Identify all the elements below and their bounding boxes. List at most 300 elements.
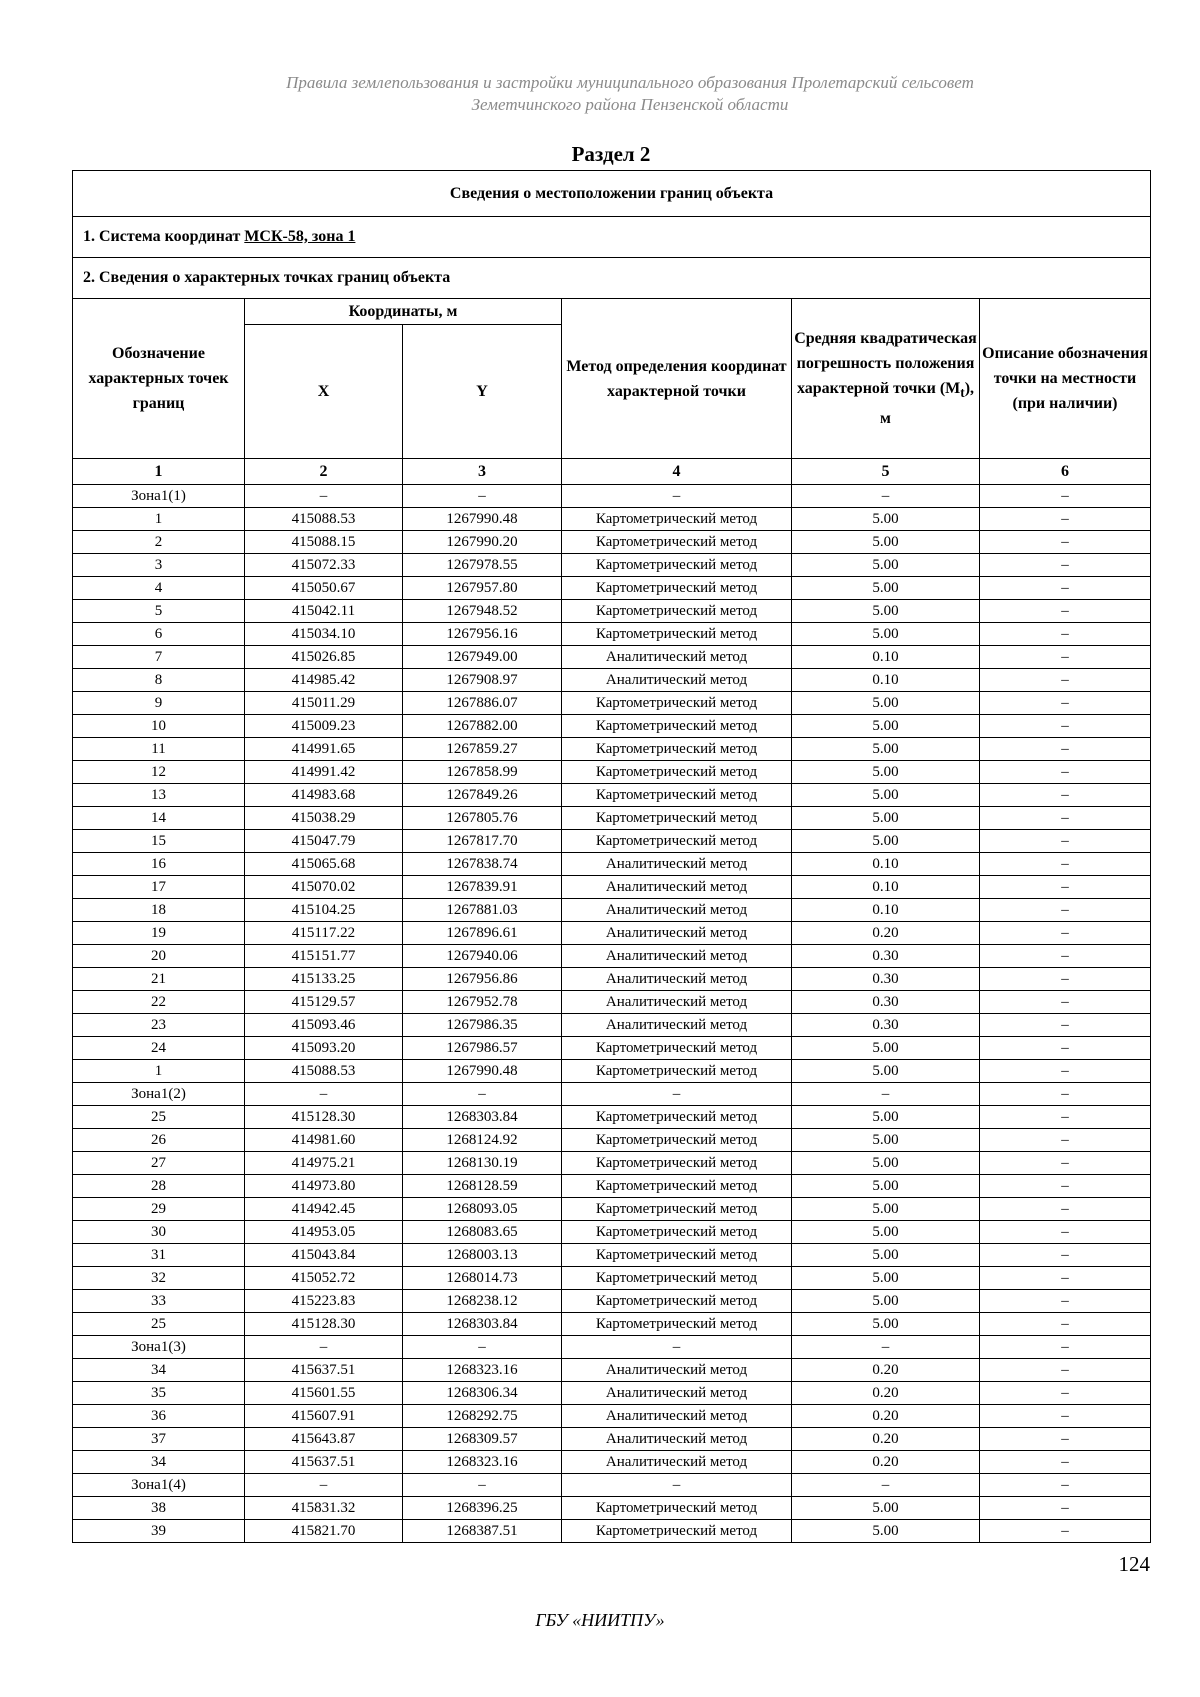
mean-error: 5.00: [792, 807, 980, 830]
coord-y: 1268292.75: [403, 1405, 562, 1428]
mean-error: 0.10: [792, 899, 980, 922]
description: –: [980, 1267, 1151, 1290]
coord-y: 1267838.74: [403, 853, 562, 876]
point-designation: 7: [73, 646, 245, 669]
table-row: [73, 531, 1151, 554]
mean-error: –: [792, 1083, 980, 1106]
mean-error: 0.20: [792, 1405, 980, 1428]
point-designation: Зона1(2): [73, 1083, 245, 1106]
mean-error: 5.00: [792, 738, 980, 761]
table-row: [73, 715, 1151, 738]
table-row: [73, 876, 1151, 899]
table-row: [73, 1083, 1151, 1106]
coord-y: 1267948.52: [403, 600, 562, 623]
point-designation: 1: [73, 1060, 245, 1083]
coord-y: 1268128.59: [403, 1175, 562, 1198]
coord-x: 414975.21: [245, 1152, 403, 1175]
mean-error: 5.00: [792, 761, 980, 784]
header-error-text: Средняя квадратическая погрешность положения характерной точки (M: [794, 330, 977, 398]
description: –: [980, 738, 1151, 761]
coord-x: 415047.79: [245, 830, 403, 853]
coord-x: 415128.30: [245, 1313, 403, 1336]
description: –: [980, 1060, 1151, 1083]
mean-error: 0.10: [792, 876, 980, 899]
description: –: [980, 1428, 1151, 1451]
mean-error: 5.00: [792, 784, 980, 807]
table-caption-row: [73, 171, 1151, 217]
table-row: [73, 1451, 1151, 1474]
mean-error: 0.20: [792, 1359, 980, 1382]
method: Картометрический метод: [562, 508, 792, 531]
table-row: [73, 669, 1151, 692]
mean-error: 5.00: [792, 715, 980, 738]
coord-y: 1268306.34: [403, 1382, 562, 1405]
header-x: X: [245, 325, 403, 459]
description: –: [980, 853, 1151, 876]
coord-y: 1268124.92: [403, 1129, 562, 1152]
coord-x: 414981.60: [245, 1129, 403, 1152]
mean-error: 0.30: [792, 968, 980, 991]
description: –: [980, 761, 1151, 784]
points-caption: 2. Сведения о характерных точках границ объекта: [73, 258, 1151, 299]
coord-system-value: МСК-58, зона 1: [244, 228, 356, 245]
coord-x: 415026.85: [245, 646, 403, 669]
table-row: [73, 554, 1151, 577]
point-designation: 28: [73, 1175, 245, 1198]
point-designation: Зона1(3): [73, 1336, 245, 1359]
method: Картометрический метод: [562, 1290, 792, 1313]
boundary-points-table: [72, 170, 1151, 1543]
page-footer: ГБУ «НИИТПУ»: [535, 1610, 665, 1630]
description: –: [980, 830, 1151, 853]
coord-x: 415034.10: [245, 623, 403, 646]
point-designation: 20: [73, 945, 245, 968]
mean-error: 0.10: [792, 646, 980, 669]
description: –: [980, 715, 1151, 738]
description: –: [980, 945, 1151, 968]
coord-y: –: [403, 1336, 562, 1359]
table-row: [73, 1129, 1151, 1152]
coord-x: 415117.22: [245, 922, 403, 945]
table-row: [73, 1382, 1151, 1405]
description: –: [980, 1520, 1151, 1543]
coord-x: 415052.72: [245, 1267, 403, 1290]
point-designation: 11: [73, 738, 245, 761]
description: –: [980, 1221, 1151, 1244]
coord-system-row: [73, 217, 1151, 258]
method: Картометрический метод: [562, 1221, 792, 1244]
coord-x: 415093.20: [245, 1037, 403, 1060]
description: –: [980, 485, 1151, 508]
point-designation: 25: [73, 1106, 245, 1129]
coord-y: –: [403, 1083, 562, 1106]
coord-x: 414983.68: [245, 784, 403, 807]
method: Картометрический метод: [562, 577, 792, 600]
coord-x: 415133.25: [245, 968, 403, 991]
point-designation: 6: [73, 623, 245, 646]
method: Картометрический метод: [562, 1520, 792, 1543]
page-number: 124: [1118, 1552, 1150, 1576]
mean-error: –: [792, 1474, 980, 1497]
coord-system-label: 1. Система координат: [83, 228, 245, 245]
coord-x: 415821.70: [245, 1520, 403, 1543]
point-designation: 3: [73, 554, 245, 577]
running-header-line-2: Земетчинского района Пензенской области: [471, 95, 789, 114]
description: –: [980, 692, 1151, 715]
coord-x: –: [245, 1474, 403, 1497]
coord-y: 1267949.00: [403, 646, 562, 669]
table-row: [73, 1520, 1151, 1543]
points-caption-row: [73, 258, 1151, 299]
description: –: [980, 1474, 1151, 1497]
coord-y: 1267978.55: [403, 554, 562, 577]
coord-y: 1268323.16: [403, 1359, 562, 1382]
table-row: [73, 1244, 1151, 1267]
mean-error: 5.00: [792, 1198, 980, 1221]
mean-error: 0.10: [792, 853, 980, 876]
description: –: [980, 531, 1151, 554]
method: Аналитический метод: [562, 1382, 792, 1405]
mean-error: 5.00: [792, 577, 980, 600]
header-description: Описание обозначения точки на местности (при наличии): [980, 299, 1151, 459]
point-designation: 31: [73, 1244, 245, 1267]
point-designation: 33: [73, 1290, 245, 1313]
description: –: [980, 669, 1151, 692]
point-designation: 29: [73, 1198, 245, 1221]
mean-error: 5.00: [792, 623, 980, 646]
coord-x: 414985.42: [245, 669, 403, 692]
description: –: [980, 1083, 1151, 1106]
coord-y: 1267956.16: [403, 623, 562, 646]
table-row: [73, 485, 1151, 508]
point-designation: 15: [73, 830, 245, 853]
point-designation: 32: [73, 1267, 245, 1290]
method: Аналитический метод: [562, 646, 792, 669]
header-designation: Обозначение характерных точек границ: [73, 299, 245, 459]
method: Аналитический метод: [562, 1451, 792, 1474]
point-designation: 26: [73, 1129, 245, 1152]
point-designation: 19: [73, 922, 245, 945]
coord-y: 1268303.84: [403, 1106, 562, 1129]
coord-x: 415637.51: [245, 1451, 403, 1474]
table-row: [73, 738, 1151, 761]
table-row: [73, 991, 1151, 1014]
method: Картометрический метод: [562, 1152, 792, 1175]
description: –: [980, 1014, 1151, 1037]
coord-y: 1267990.48: [403, 1060, 562, 1083]
table-row: [73, 1037, 1151, 1060]
point-designation: 10: [73, 715, 245, 738]
point-designation: 37: [73, 1428, 245, 1451]
description: –: [980, 807, 1151, 830]
method: Картометрический метод: [562, 531, 792, 554]
coord-y: 1267839.91: [403, 876, 562, 899]
coord-y: 1267940.06: [403, 945, 562, 968]
table-row: [73, 1497, 1151, 1520]
description: –: [980, 554, 1151, 577]
coord-y: 1268238.12: [403, 1290, 562, 1313]
point-designation: 25: [73, 1313, 245, 1336]
column-number: 4: [562, 459, 792, 485]
method: Картометрический метод: [562, 623, 792, 646]
coord-x: 414991.42: [245, 761, 403, 784]
coord-y: 1267990.20: [403, 531, 562, 554]
description: –: [980, 577, 1151, 600]
mean-error: 5.00: [792, 1129, 980, 1152]
coord-y: 1267881.03: [403, 899, 562, 922]
point-designation: 14: [73, 807, 245, 830]
table-row: [73, 1175, 1151, 1198]
method: Картометрический метод: [562, 554, 792, 577]
mean-error: 5.00: [792, 1175, 980, 1198]
coord-x: 415009.23: [245, 715, 403, 738]
coord-y: 1267990.48: [403, 508, 562, 531]
column-number: 1: [73, 459, 245, 485]
method: Аналитический метод: [562, 1014, 792, 1037]
coord-x: 415072.33: [245, 554, 403, 577]
point-designation: Зона1(4): [73, 1474, 245, 1497]
coord-y: 1268323.16: [403, 1451, 562, 1474]
point-designation: 30: [73, 1221, 245, 1244]
method: Картометрический метод: [562, 784, 792, 807]
table-row: [73, 784, 1151, 807]
method: Картометрический метод: [562, 1060, 792, 1083]
description: –: [980, 1313, 1151, 1336]
coord-x: 415223.83: [245, 1290, 403, 1313]
table-row: [73, 1474, 1151, 1497]
coord-x: 415050.67: [245, 577, 403, 600]
method: –: [562, 1474, 792, 1497]
coord-y: 1268093.05: [403, 1198, 562, 1221]
table-row: [73, 830, 1151, 853]
table-row: [73, 922, 1151, 945]
coord-x: 415104.25: [245, 899, 403, 922]
column-number: 5: [792, 459, 980, 485]
table-row: [73, 1267, 1151, 1290]
table-row: [73, 1014, 1151, 1037]
method: Картометрический метод: [562, 807, 792, 830]
mean-error: 5.00: [792, 1152, 980, 1175]
coord-x: 415088.53: [245, 508, 403, 531]
coord-x: 415128.30: [245, 1106, 403, 1129]
point-designation: 8: [73, 669, 245, 692]
coord-x: 414953.05: [245, 1221, 403, 1244]
coord-y: 1267896.61: [403, 922, 562, 945]
coord-x: 415042.11: [245, 600, 403, 623]
mean-error: 5.00: [792, 1267, 980, 1290]
mean-error: 5.00: [792, 1060, 980, 1083]
point-designation: 38: [73, 1497, 245, 1520]
point-designation: 34: [73, 1359, 245, 1382]
coord-y: 1267986.35: [403, 1014, 562, 1037]
table-row: [73, 1152, 1151, 1175]
table-row: [73, 600, 1151, 623]
table-row: [73, 1428, 1151, 1451]
description: –: [980, 968, 1151, 991]
coord-x: 415011.29: [245, 692, 403, 715]
table-row: [73, 968, 1151, 991]
method: Картометрический метод: [562, 1267, 792, 1290]
coord-y: 1267849.26: [403, 784, 562, 807]
mean-error: 5.00: [792, 1244, 980, 1267]
table-row: [73, 1106, 1151, 1129]
header-y: Y: [403, 325, 562, 459]
header-error: [792, 299, 980, 459]
method: Аналитический метод: [562, 945, 792, 968]
running-header-line-1: Правила землепользования и застройки муниципального образования Пролетарский сельсовет: [286, 73, 974, 92]
coord-y: 1267986.57: [403, 1037, 562, 1060]
table-row: [73, 1405, 1151, 1428]
description: –: [980, 1198, 1151, 1221]
point-designation: 1: [73, 508, 245, 531]
coord-x: 415088.53: [245, 1060, 403, 1083]
table-row: [73, 1336, 1151, 1359]
table-row: [73, 623, 1151, 646]
mean-error: 5.00: [792, 531, 980, 554]
mean-error: 5.00: [792, 1221, 980, 1244]
table-row: [73, 945, 1151, 968]
method: Картометрический метод: [562, 1037, 792, 1060]
mean-error: 5.00: [792, 508, 980, 531]
coord-x: –: [245, 485, 403, 508]
coord-y: 1267956.86: [403, 968, 562, 991]
coord-y: 1268309.57: [403, 1428, 562, 1451]
mean-error: 0.20: [792, 1451, 980, 1474]
method: Картометрический метод: [562, 1106, 792, 1129]
coord-x: 414942.45: [245, 1198, 403, 1221]
coord-x: 415607.91: [245, 1405, 403, 1428]
table-row: [73, 899, 1151, 922]
mean-error: 5.00: [792, 1106, 980, 1129]
header-row-1: [73, 299, 1151, 325]
coord-x: 415151.77: [245, 945, 403, 968]
column-numbers-row: [73, 459, 1151, 485]
point-designation: 21: [73, 968, 245, 991]
coord-x: 415038.29: [245, 807, 403, 830]
table-row: [73, 1198, 1151, 1221]
column-number: 2: [245, 459, 403, 485]
description: –: [980, 1175, 1151, 1198]
method: Аналитический метод: [562, 968, 792, 991]
point-designation: 2: [73, 531, 245, 554]
coord-y: 1267817.70: [403, 830, 562, 853]
method: Картометрический метод: [562, 761, 792, 784]
table-row: [73, 853, 1151, 876]
coord-y: 1268303.84: [403, 1313, 562, 1336]
mean-error: 0.20: [792, 1382, 980, 1405]
description: –: [980, 876, 1151, 899]
mean-error: 5.00: [792, 692, 980, 715]
coord-y: 1267886.07: [403, 692, 562, 715]
coord-y: 1268014.73: [403, 1267, 562, 1290]
coord-y: 1267952.78: [403, 991, 562, 1014]
coord-y: 1267957.80: [403, 577, 562, 600]
mean-error: 0.30: [792, 991, 980, 1014]
description: –: [980, 646, 1151, 669]
coord-y: 1268083.65: [403, 1221, 562, 1244]
description: –: [980, 1382, 1151, 1405]
coord-x: 415088.15: [245, 531, 403, 554]
point-designation: 22: [73, 991, 245, 1014]
coord-y: –: [403, 485, 562, 508]
coord-y: 1267805.76: [403, 807, 562, 830]
mean-error: –: [792, 1336, 980, 1359]
mean-error: 0.10: [792, 669, 980, 692]
table-row: [73, 807, 1151, 830]
header-error-subscript: t: [960, 385, 965, 401]
mean-error: 5.00: [792, 1037, 980, 1060]
mean-error: 5.00: [792, 1313, 980, 1336]
point-designation: 16: [73, 853, 245, 876]
method: Картометрический метод: [562, 1198, 792, 1221]
description: –: [980, 784, 1151, 807]
method: –: [562, 1083, 792, 1106]
coord-x: 415643.87: [245, 1428, 403, 1451]
method: Картометрический метод: [562, 692, 792, 715]
description: –: [980, 623, 1151, 646]
coord-y: 1268387.51: [403, 1520, 562, 1543]
table-row: [73, 577, 1151, 600]
description: –: [980, 508, 1151, 531]
table-row: [73, 1313, 1151, 1336]
coord-y: –: [403, 1474, 562, 1497]
method: Аналитический метод: [562, 991, 792, 1014]
table-row: [73, 692, 1151, 715]
point-designation: 18: [73, 899, 245, 922]
method: Картометрический метод: [562, 1313, 792, 1336]
method: Аналитический метод: [562, 876, 792, 899]
table-row: [73, 1221, 1151, 1244]
description: –: [980, 1359, 1151, 1382]
table-row: [73, 508, 1151, 531]
coord-x: –: [245, 1336, 403, 1359]
mean-error: 0.20: [792, 1428, 980, 1451]
description: –: [980, 1129, 1151, 1152]
mean-error: 0.30: [792, 1014, 980, 1037]
coord-y: 1268003.13: [403, 1244, 562, 1267]
coord-x: 415637.51: [245, 1359, 403, 1382]
point-designation: 5: [73, 600, 245, 623]
point-designation: 34: [73, 1451, 245, 1474]
running-header: [150, 72, 1110, 116]
coord-x: 415601.55: [245, 1382, 403, 1405]
table-row: [73, 761, 1151, 784]
method: Картометрический метод: [562, 1497, 792, 1520]
table-row: [73, 1359, 1151, 1382]
point-designation: 17: [73, 876, 245, 899]
mean-error: 5.00: [792, 1290, 980, 1313]
mean-error: –: [792, 485, 980, 508]
mean-error: 5.00: [792, 600, 980, 623]
method: Аналитический метод: [562, 1405, 792, 1428]
mean-error: 0.20: [792, 922, 980, 945]
description: –: [980, 991, 1151, 1014]
coord-x: –: [245, 1083, 403, 1106]
table-row: [73, 1290, 1151, 1313]
column-number: 3: [403, 459, 562, 485]
coord-x: 415070.02: [245, 876, 403, 899]
description: –: [980, 1290, 1151, 1313]
method: Картометрический метод: [562, 715, 792, 738]
column-number: 6: [980, 459, 1151, 485]
table-row: [73, 1060, 1151, 1083]
coord-x: 415129.57: [245, 991, 403, 1014]
point-designation: 4: [73, 577, 245, 600]
header-error-unit: ), м: [880, 380, 975, 427]
coord-x: 414991.65: [245, 738, 403, 761]
coord-x: 415065.68: [245, 853, 403, 876]
mean-error: 5.00: [792, 1497, 980, 1520]
